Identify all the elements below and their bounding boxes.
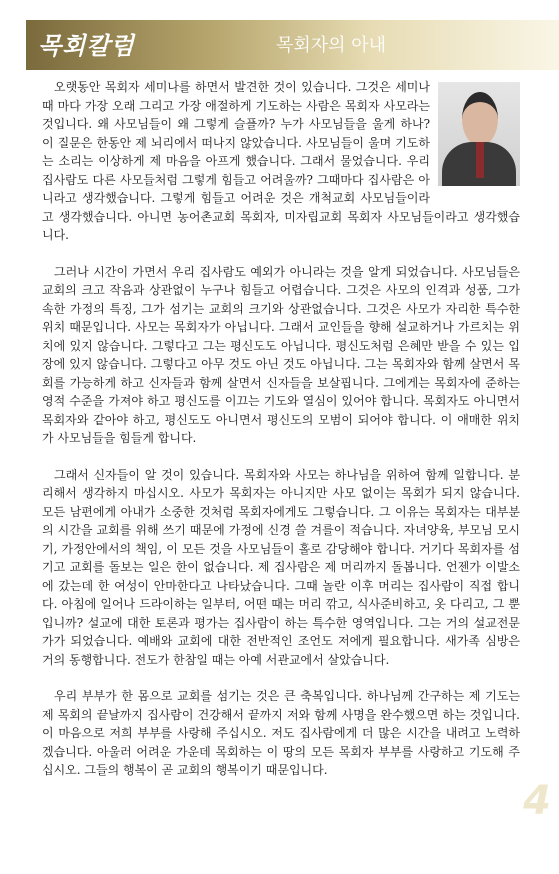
article-paragraph: 우리 부부가 한 몸으로 교회를 섬기는 것은 큰 축복입니다. 하나님께 간구하는 제 기도는 제 목회의 끝날까지 집사람이 건강해서 끝까지 저와 함께 사명을 완수했으면 하는 것입니다. 이 마음으로 저희 부부를 사랑해 주십시오. 저도 집사람에게 더 많은 시간을 내려고 노력하겠습니다. 아울러 어려운 가운데 목회하는 이 땅의 모든 목회자 부부를 사랑하고 기도해 주십시오. 그들의 행복이 곧 교회의 행복이기 때문입니다. [42, 689, 520, 777]
column-header [26, 20, 559, 70]
article-body [42, 78, 520, 798]
article-paragraph: 그래서 신자들이 알 것이 있습니다. 목회자와 사모는 하나님을 위하여 함께 일합니다. 분리해서 생각하지 마십시오. 사모가 목회자는 아니지만 사모 없이는 목회가 되지 않습니다. 모든 남편에게 아내가 소중한 것처럼 목회자에게도 그렇습니다. 그 이유는 목회자는 대부분의 시간을 교회를 위해 쓰기 때문에 가정에 신경 쓸 겨를이 적습니다. 자녀양육, 부모님 모시기, 가정안에서의 책임, 이 모든 것을 사모님들이 홀로 감당해야 합니다. 거기다 목회자를 섬기고 교회를 돌보는 일은 한이 없습니다. 제 집사람은 제 머리까지 돌봅니다. 언젠가 이발소에 갔는데 한 여성이 안마한다고 나타났습니다. 그때 놀란 이후 머리는 집사람이 직접 합니다. 아침에 일어나 드라이하는 일부터, 어떤 때는 머리 깎고, 식사준비하고, 옷 다리고, 그 뿐 입니까? 설교에 대한 토론과 평가는 집사람이 하는 특수한 영역입니다. 그는 거의 설교전문가가 되었습니다. 예배와 교회에 대한 전반적인 조언도 저에게 필요합니다. 새가족 심방은 거의 동행합니다. 전도가 한참일 때는 아예 서관교에서 살았습니다. [42, 467, 520, 667]
author-photo [438, 82, 520, 186]
article-paragraph: 그러나 시간이 가면서 우리 집사람도 예외가 아니라는 것을 알게 되었습니다. 사모님들은 교회의 크고 작음과 상관없이 누구나 힘들고 어렵습니다. 그것은 사모의 인격과 성품, 그가 속한 가정의 특징, 그가 섬기는 교회의 크기와 상관없습니다. 그것은 사모가 자리한 특수한 위치 때문입니다. 사모는 목회자가 아닙니다. 그래서 교인들을 향해 설교하거나 가르치는 위치에 있지 않습니다. 그렇다고 그는 평신도도 아닙니다. 평신도처럼 은혜만 받을 수 있는 입장에 있지 않습니다. 그렇다고 아무 것도 아닌 것도 아닙니다. 그는 목회자와 함께 살면서 목회를 가능하게 하고 신자들과 함께 살면서 신자들을 보살핍니다. 그에게는 목회자에 준하는 영적 수준을 가져야 하고 평신도를 이끄는 기도와 열심이 있어야 합니다. 목회자도 아니면서 목회자와 같아야 하고, 평신도도 아니면서 평신도의 모범이 되어야 합니다. 이 애매한 위치가 사모님들을 힘들게 합니다. [42, 264, 520, 445]
page-number: 4 [523, 778, 551, 824]
column-subtitle: 목회자의 아내 [276, 35, 387, 56]
article-paragraph: 오랫동안 목회자 세미나를 하면서 발견한 것이 있습니다. 그것은 세미나 때 마다 가장 오래 그리고 가장 애절하게 기도하는 사람은 목회자 사모라는 것입니다. 왜 사모님들이 왜 그렇게 슬플까? 누가 사모님들을 울게 하나? 이 질문은 한동안 제 뇌리에서 떠나지 않았습니다. 사모님들이 울며 기도하는 소리는 이상하게 제 마음을 아프게 했습니다. 그래서 물었습니다. 우리 집사람도 다른 사모들처럼 그렇게 힘들고 어려울까? 그때마다 집사람은 아니라고 생각했습니다. 그렇게 힘들고 어려운 것은 개척교회 사모님들이라고 생각했습니다. 아니면 농어촌교회 목회자, 미자립교회 목회자 사모님들이라고 생각했습니다. [42, 80, 520, 242]
column-title: 목회칼럼 [38, 32, 135, 60]
